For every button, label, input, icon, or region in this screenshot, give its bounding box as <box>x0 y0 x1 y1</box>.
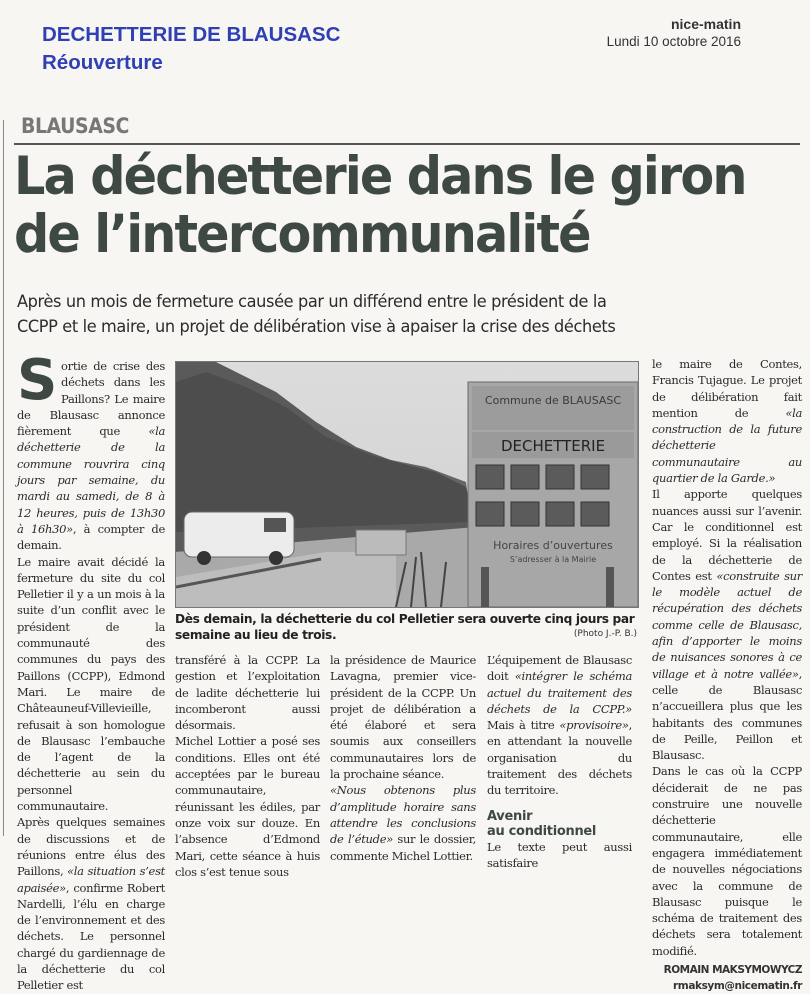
text: , celle de Blausasc n’accueillera plus que les habitants des communes de Peille, Peillon et Blausasc. <box>652 666 802 763</box>
author-byline: ROMAIN MAKSYMOWYCZ <box>663 963 802 976</box>
text: ortie de crise des déchets dans les Paillons? Le maire de Blausasc annonce fièrement que <box>17 359 165 439</box>
headline-line-1: La déchetterie dans le giron <box>14 146 746 207</box>
text: Mais à titre <box>487 718 560 733</box>
quote: «Nous obtenons plus d’amplitude horaire sans attendre les conclusions de l’étude» <box>330 783 476 847</box>
publication-date: Lundi 10 octobre 2016 <box>606 34 741 49</box>
paragraph: Dans le cas où la CCPP déciderait de ne pas construire une nouvelle déchetterie communautaire, elle engagera immédiatement de nouvelles négociations avec la commune de Blausasc puisque le schéma de traitement des déchets sera totalement modifié. <box>652 764 802 958</box>
dropcap: S <box>17 348 58 413</box>
dechetterie-sign <box>468 382 638 607</box>
paragraph: Le texte peut aussi satisfaire <box>487 839 632 870</box>
quote: «provisoire» <box>559 718 629 733</box>
van <box>184 512 294 565</box>
text: , confirme Robert Nardelli, l’élu en charge de l’environnement et des déchets. Le personnel chargé du gardiennage de la déchetterie du col Pelletier est <box>17 880 165 993</box>
subheading <box>487 809 632 839</box>
article-photo <box>175 361 639 608</box>
paragraph: transféré à la CCPP. La gestion et l’exploitation de ladite déchetterie lui incomberont aussi désormais. <box>175 653 320 733</box>
clipping-subtitle: Réouverture <box>42 51 163 74</box>
paragraph: Le maire avait décidé la fermeture du site du col Pelletier il y a un mois à la suite d’un conflit avec le président de la communauté des communes du pays des Paillons (CCPP), Edmond Mari. Le maire de Châteauneuf-Villevieille, refusait à son homologue de Blausasc l’embauche de l’agent de la déchetterie au sein du personnel communautaire. <box>17 554 165 814</box>
clipping-title: DECHETTERIE DE BLAUSASC <box>42 23 341 46</box>
quote: «construite sur le modèle actuel de récupération des déchets comme celle de Blausasc, afin d’apporter le moins de nuisances sonores à ce village et à notre vallée» <box>652 568 802 681</box>
rubric: BLAUSASC <box>21 114 129 138</box>
text: , à compter de demain. <box>17 521 165 553</box>
column-4 <box>487 652 632 871</box>
quote: «la construction de la future déchetterie communautaire au quartier de la Garde.» <box>652 405 802 486</box>
column-5 <box>652 356 802 994</box>
rubric-divider <box>14 143 800 145</box>
paragraph: la présidence de Maurice Lavagna, premier vice-président de la CCPP. Un projet de délibération a été élaboré et sera soumis aux conseillers communautaires lors de la prochaine séance. <box>330 653 476 782</box>
photo-credit: (Photo J.-P. B.) <box>573 629 637 639</box>
text: , en attendant la nouvelle organisation du traitement des déchets du territoire. <box>487 718 632 798</box>
column-1 <box>17 348 165 994</box>
newspaper-name: nice-matin <box>670 16 741 32</box>
source-info <box>607 16 741 50</box>
sign-contact: S’adresser à la Mairie <box>509 555 597 564</box>
paragraph <box>487 652 632 799</box>
quote: «la déchetterie de la commune rouvrira cinq jours par semaine, du mardi au samedi, de 8 à 12 heures, puis de 13h30 à 16h30» <box>17 424 165 536</box>
column-2 <box>175 652 320 880</box>
text: sur le dossier, commente Michel Lottier. <box>330 832 476 863</box>
sign-commune: Commune de BLAUSASC <box>484 394 622 407</box>
photo-illustration <box>176 362 638 607</box>
headline <box>14 148 810 264</box>
text: L’équipement de Blausasc doit <box>487 653 632 684</box>
paragraph <box>652 356 802 486</box>
text: Après quelques semaines de discussions et de réunions entre élus des Paillons, <box>17 815 165 879</box>
headline-line-2: de l’intercommunalité <box>14 204 590 265</box>
sign-hours: Horaires d’ouvertures <box>493 539 613 552</box>
subheading-line-2: au conditionnel <box>487 823 597 839</box>
deck-line-2: CCPP et le maire, un projet de délibération vise à apaiser la crise des déchets <box>17 317 616 337</box>
author-email[interactable]: rmaksym@nicematin.fr <box>673 979 802 992</box>
paragraph <box>17 814 165 993</box>
column-3 <box>330 652 476 864</box>
subheading-line-1: Avenir <box>487 808 533 824</box>
container <box>356 530 406 555</box>
paragraph <box>652 486 802 763</box>
quote: «la situation s’est apaisée» <box>17 864 165 895</box>
sign-title: DECHETTERIE <box>500 437 606 455</box>
text: Il apporte quelques nuances aussi sur l’avenir. Car le conditionnel est employé. Si la réalisation de la déchetterie de Contes est <box>652 487 802 583</box>
left-border <box>3 120 4 836</box>
deck-line-1: Après un mois de fermeture causée par un différend entre le président de la <box>17 292 607 312</box>
paragraph: Michel Lottier a posé ses conditions. Elles ont été acceptées par le bureau communautaire, réunissant les édiles, par onze voix sur douze. En l’absence d’Edmond Mari, cette séance à huis clos s’est tenue sous <box>175 734 320 879</box>
photo-caption: Dès demain, la déchetterie du col Pelletier sera ouverte cinq jours par semaine au lieu de trois. <box>175 612 635 642</box>
quote: «intégrer le schéma actuel du traitement des déchets de la CCPP.» <box>487 669 632 716</box>
deck <box>17 290 807 340</box>
text: le maire de Contes, Francis Tujague. Le projet de délibération fait mention de <box>652 357 802 420</box>
paragraph <box>330 782 476 863</box>
